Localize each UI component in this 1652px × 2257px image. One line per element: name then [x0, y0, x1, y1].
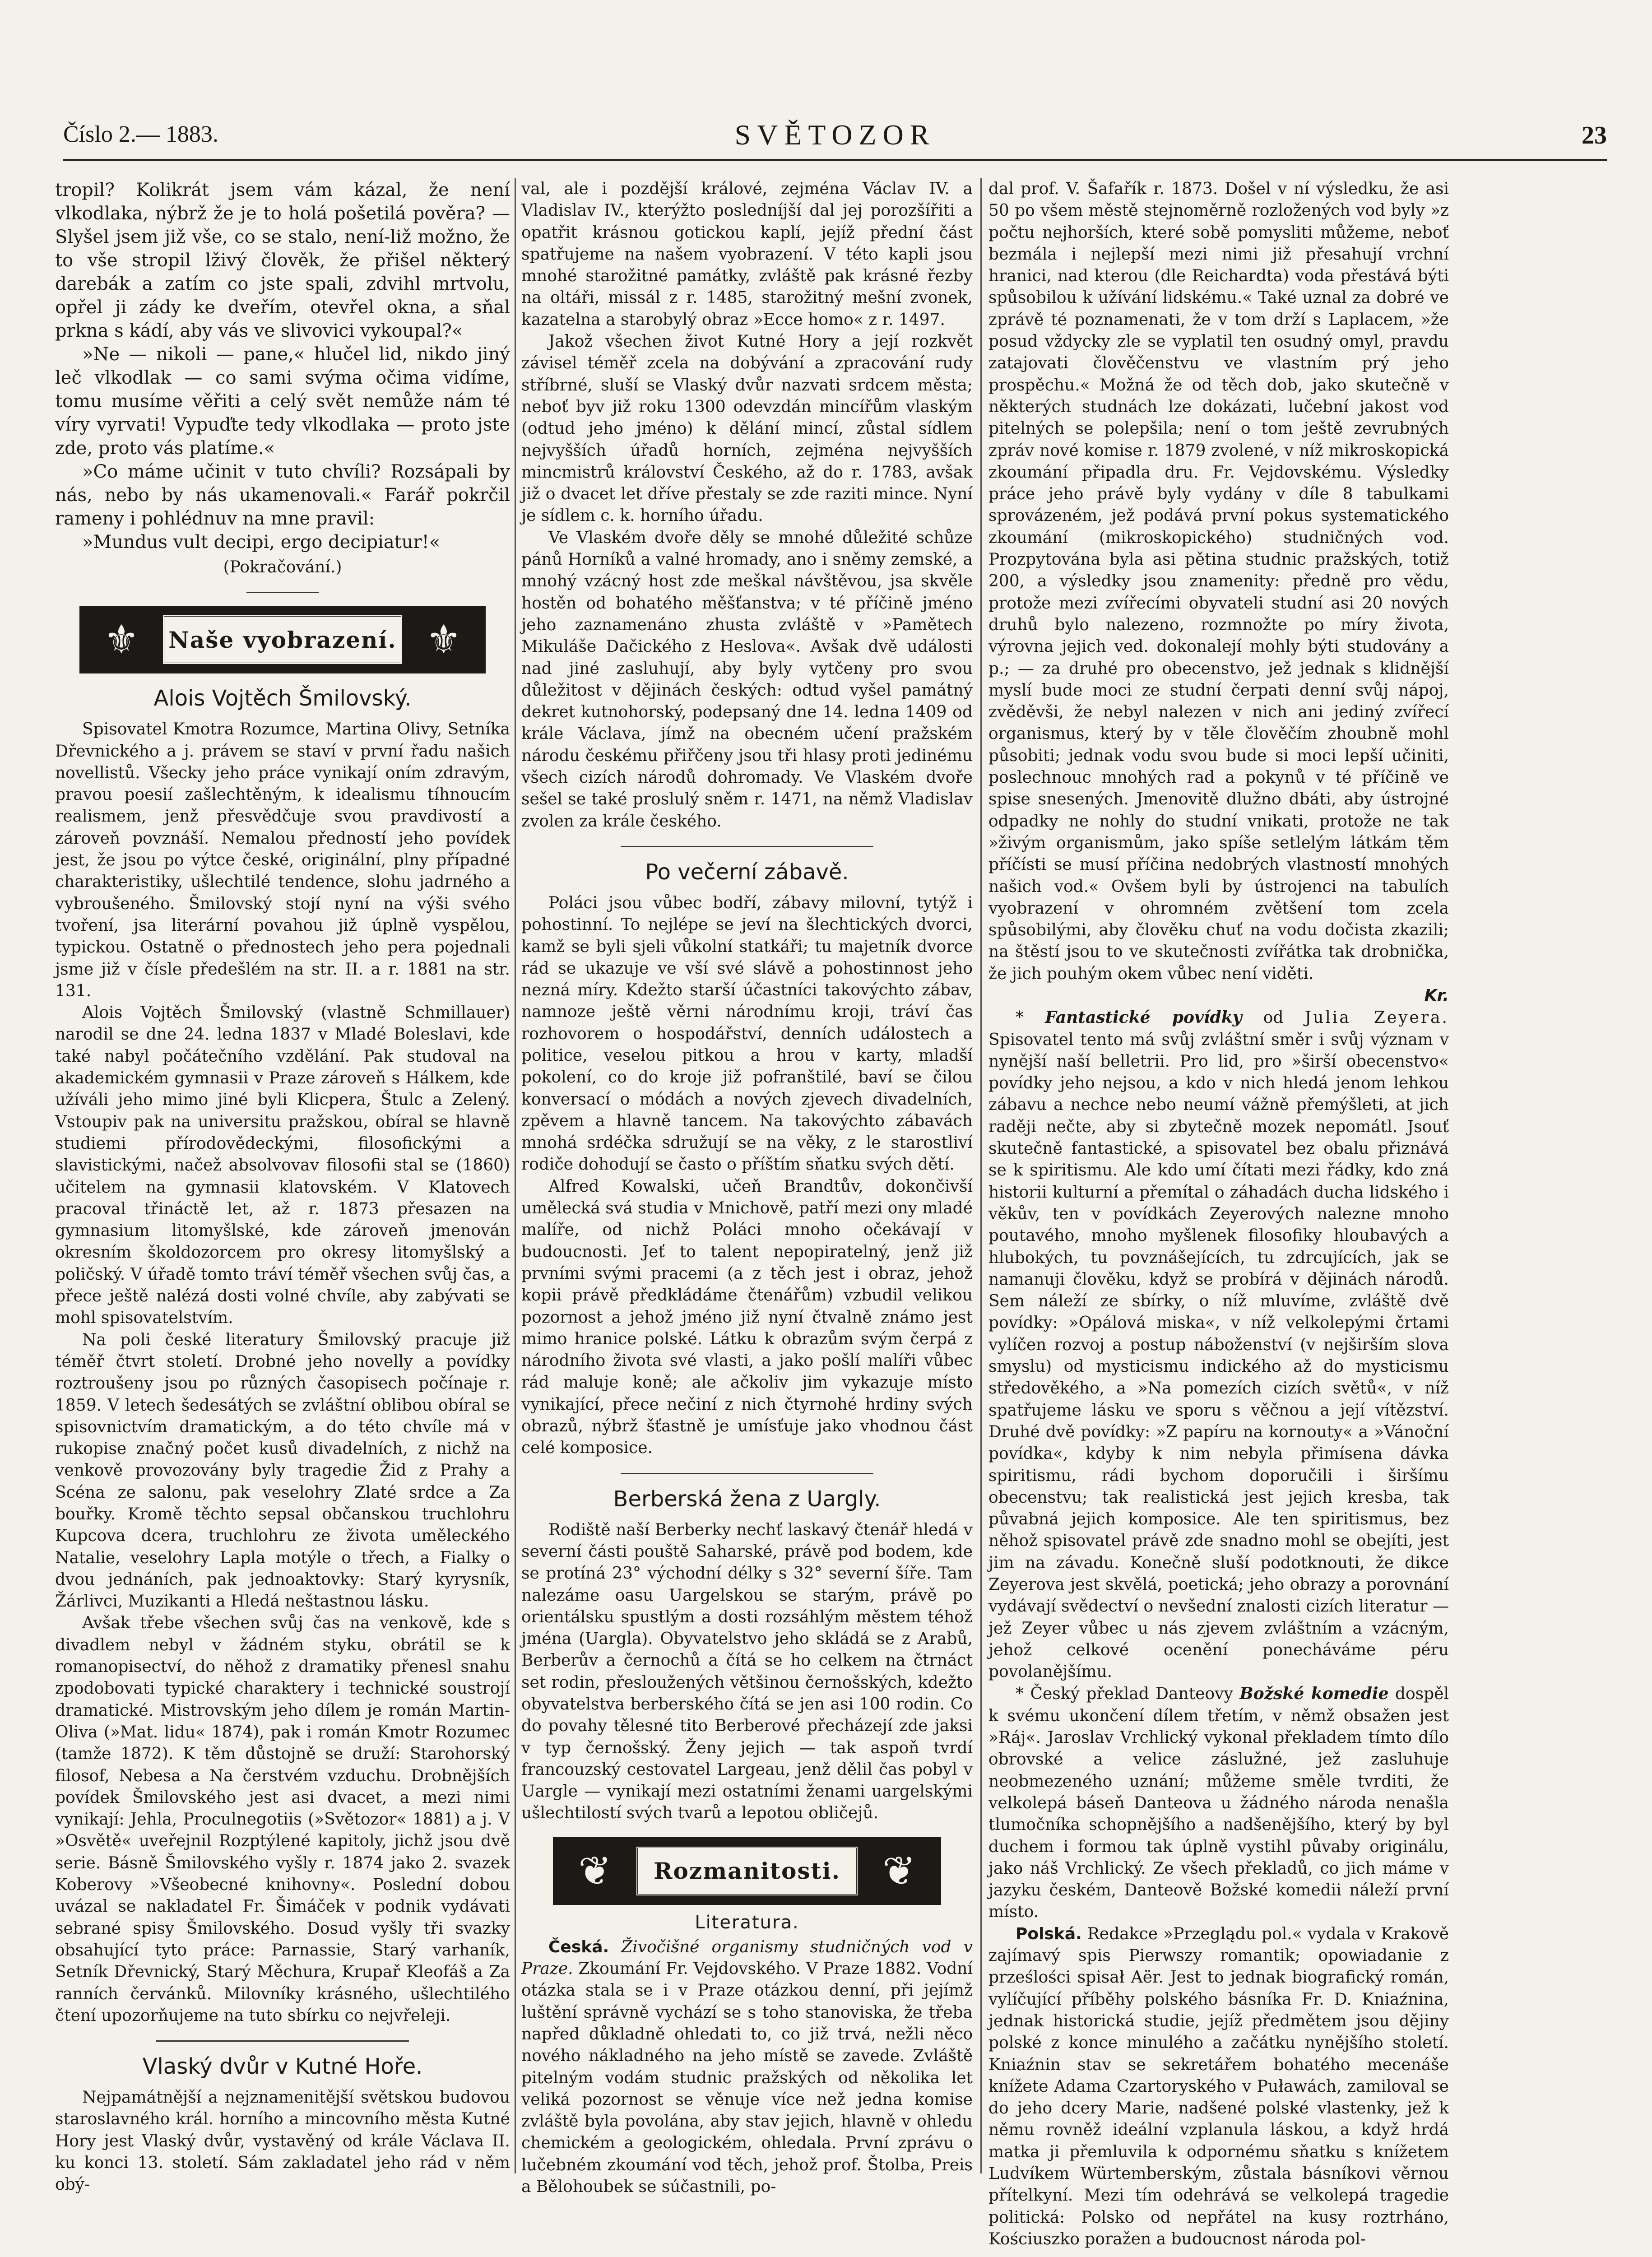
- asterisk: *: [1016, 1008, 1045, 1027]
- section-divider: [156, 2040, 409, 2042]
- article-paragraph: Spisovatel Kmotra Rozumce, Martina Olivy, Setníka Dřevnického a j. právem se staví v první řadu našich novellistů. Všecky jeho práce vynikají oním zdravým, pravou poesií zašlechtěným, k idealismu tíhnoucím realismem, jenž přesvědčuje svou pravdivostí a zároveň povznáší. Nemalou předností jeho povídek jest, že jsou po výtce české, originální, plny případné charakteristiky, ušlechtilé tendence, slohu jadrného a vybroušeného. Šmilovský stojí nyní na výši svého tvoření, jsa literární povahou již úplně vyspělou, typickou. Ostatně o přednostech jeho pera pojednali jsme již v čísle předešlém na str. II. a r. 1881 na str. 131.: [55, 720, 510, 1000]
- asterisk: *: [1016, 1685, 1030, 1704]
- section-banner: [79, 606, 486, 673]
- column-rule: [515, 178, 516, 2173]
- article-paragraph: Poláci jsou vůbec bodří, zábavy milovní, tytýž i pohostinní. To nejlépe se jeví na šlechtických dvorci, kamž se byli sjeli vůkolní statkáři; tu majetník dvorce rád se ukazuje ve vší své slávě a pohostinnost jeho nezná míry. Kdežto starší účastníci takovýchto zábav, namnoze ještě věrni národnímu kroji, tráví čas rozhovorem o hospodářství, denních událostech a politice, veselou pitkou a hrou v karty, mladší pokolení, co do kroje již pofranštilé, baví se čilou konversací o módách a nových zjevech divadelních, zpěvem a hlavně tancem. Na takovýchto zábavách mnohá srdéčka sdružují se na věky, z le starostliví rodiče dohodují se často o příštím sňatku svých dětí.: [521, 893, 973, 1174]
- article-paragraph: [988, 1007, 1449, 1683]
- section-divider: [621, 846, 873, 847]
- lit-lead: Polská.: [1016, 1924, 1082, 1943]
- article-paragraph: Nejpamátnější a nejznamenitější světskou budovou staroslavného král. horního a mincovního města Kutné Hory jest Vlaský dvůr, vystavěný od krále Václava II. ku konci 13. století. Sám zakladatel jeho rád v něm obý-: [55, 2088, 510, 2194]
- fleur-ornament-icon: ⚜: [426, 616, 462, 663]
- lit-title: Božské komedie: [1239, 1684, 1389, 1704]
- lit-text: Zkoumání Fr. Vejdovského. V Praze 1882. Vodní otázka stala se i v Praze otázkou denní, při jejímž luštění správně vychází se s toho stanoviska, že třeba napřed důkladně ohledati to, co již trvá, nežli něco nového nákladného na jeho místě se zavede. Zvláště pitelným vodám studnic pražských od několika let veliká pozornost se věnuje více než jedna komise zvláště byla povolána, aby stav jejich, hlavně v ohledu chemickém a geologickém, ohledala. První zprávu o lučebném zkoumání vod těch, jehož prof. Štolba, Preis a Bělohoubek se súčastnili, po-: [521, 1960, 973, 2197]
- fleur-ornament-icon: ⚜: [103, 616, 139, 663]
- article-title: Berberská žena z Uargly.: [613, 1486, 881, 1512]
- section-subheading: Literatura.: [695, 1912, 799, 1933]
- section-divider: [621, 1473, 873, 1474]
- journal-title: SVĚTOZOR: [734, 119, 936, 151]
- lit-lead: Česká.: [548, 1937, 609, 1956]
- article-title: Po večerní zábavě.: [645, 859, 849, 885]
- article-paragraph: [988, 1923, 1449, 2250]
- lit-intro: Český překlad Danteovy: [1030, 1685, 1233, 1704]
- column-rule: [980, 178, 982, 2173]
- article-paragraph: Rodiště naší Berberky nechť laskavý čtenář hledá v severní části pouště Saharské, právě pod bodem, kde se protíná 23° východní délky s 32° severní šíře. Tam nalezáme oasu Uargelskou se starým, právě po orientálsku spustlým a dosti rozsáhlým městem téhož jména (Uargla). Obyvatelstvo jeho skládá se z Arabů, Berberův a černochů a čítá se ho celkem na čtrnáct set rodin, přesloužených většinou černošských, kdežto obyvatelstva berberského čítá se jen asi 100 rodin. Co do povahy tělesné tito Berberové přecházejí zde jaksi v typ černošský. Ženy jejich — tak aspoň tvrdí francouzský cestovatel Largeau, jenž dělil čas pobyl v Uargle — vynikají mezi ostatními ženami uargelskými ušlechtilostí svých tvarů a lepotou obličejů.: [521, 1520, 973, 1823]
- story-paragraph: »Ne — nikoli — pane,« hlučel lid, nikdo jiný leč vlkodlak — co sami svýma očima vidíme, tomu musíme věřiti a celý svět nemůže nám té víry vyrvati! Vypuďte tedy vlkodlaka — proto jste zde, proto vás platíme.«: [55, 344, 510, 459]
- lit-text: Spisovatel tento má svůj zvláštní směr i svůj význam v nynější naší belletrii. Pro lid, pro »širší obecenstvo« povídky jeho nejsou, a kdo v nich hledá jenom lehkou zábavu a nechce nebo neumí vážně přemýšleti, at jich raději nečte, aby si zbytečně mozek nepomátl. Jsouť skutečně fantastické, a spisovatel bez obalu přiznává se k spiritismu. Ale kdo umí čítati mezi řádky, kdo zná historii kulturní a přemítal o záhadách ducha lidského i věkův, ten v povídkách Zeyerových nalezne mnoho poutavého, mnoho myšlenek filosofiky hloubavých a hlubokých, tu povznášejících, tu zdrcujících, jak se namanuji člověku, když se probírá v dějinách národů. Sem náleží ze sbírky, o níž mluvíme, zvláště dvě povídky: »Opálová miska«, v níž velkolepými črtami vylíčen rozvoj a postup náboženství (v nejširším slova smyslu) od mysticismu indického až do mysticismu středověkého, a »Na pomezích cizích světů«, v níž spatřujeme lásku ve sporu s věčnou a její vítězství. Druhé dvě povídky: »Z papíru na kornouty« a »Vánoční povídka«, kdyby k nim nebyla přimísena dávka spiritismu, rádi bychom doporučili i širšímu obecenstvu; tak realistická jest jejich kresba, tak půvabná jejich komposice. Ale ten spiritismus, bez něhož spisovatel právě zde snadno mohl se obejíti, jest jim na závadu. Konečně sluší podotknouti, že dikce Zeyerova jest skvělá, poetická; jeho obrazy a porovnání vydávají svědectví o nevšední znalosti cizích literatur — jež Zeyer vůbec u nás zjevem zvláštním a vzácným, jehož celkové ocenění ponecháváme péru povolanějšímu.: [988, 1030, 1449, 1681]
- author-signature: Kr.: [1424, 986, 1449, 1005]
- story-paragraph: tropil? Kolikrát jsem vám kázal, že není vlkodlaka, nýbrž že je to holá pošetilá pověra? — Slyšel jsem již vše, co se stalo, není-liž možno, že to vše stropil lživý člověk, že přišel některý darebák a zatím co jste spali, zdvihl mrtvolu, opřel ji zády ke dveřím, otevřel okna, a sňal prkna s kádí, aby vás ve slivovici vykoupal?«: [55, 180, 510, 341]
- lit-prep: od: [1263, 1008, 1305, 1027]
- article-title: Vlaský dvůr v Kutné Hoře.: [142, 2054, 423, 2080]
- column-2: [521, 178, 973, 2197]
- section-banner: [553, 1837, 941, 1905]
- banner-plate: [636, 1846, 858, 1896]
- article-paragraph: [521, 1937, 973, 2198]
- story-paragraph: »Co máme učinit v tuto chvíli? Rozsápali by nás, nebo by nás ukamenovali.« Farář pokrčil rameny i pohlédnuv na mne pravil:: [55, 461, 510, 529]
- section-divider: [246, 592, 319, 593]
- page-number: 23: [1582, 121, 1607, 149]
- banner-plate: [162, 615, 403, 664]
- column-3: [988, 178, 1449, 2248]
- continued-note: (Pokračování.): [223, 558, 342, 576]
- article-paragraph: Alfred Kowalski, učeň Brandtův, dokončivší umělecká svá studia v Mnichově, patří mezi ony mladé malíře, od nichž Poláci mnoho očekávají v budoucnosti. Jeť to talent nepopiratelný, jenž již prvními svými pracemi (a z těch jest i obraz, jehož kopii právě předkládáme čtenářům) vzbudil velikou pozornost a jehož jméno již nyní čtvalně známo jest mimo hranice polské. Látku k obrazům svým čerpá z národního života své vlasti, a jako pošlí malíři vůbec rád maluje koně; ale ačkoliv jim vykazuje místo vynikající, přece nečiní z nich čtyrnohé hrdiny svých obrazů, nýbrž šťastně je umísťuje jako vhodnou část celé komposice.: [521, 1177, 973, 1458]
- article-paragraph: val, ale i pozdější králové, zejména Václav IV. a Vladislav IV., kterýžto posledníjší dal jej porozšířiti a opatřit krásnou gotickou kaplí, jejíž přední část spatřujeme na našem vyobrazení. V této kapli jsou mnohé starožitné památky, zvláště pak krásné řezby na oltáři, missál z r. 1485, starožitný mešní zvonek, kazatelna a starobylý obraz »Ecce homo« z r. 1497.: [521, 180, 973, 329]
- lit-title: Fantastické povídky: [1045, 1008, 1242, 1027]
- lit-title: Živočišné organismy studničných vod v Praze.: [521, 1937, 973, 1978]
- article-paragraph: Na poli české literatury Šmilovský pracuje již téměř čtvrt století. Drobné jeho novelly a povídky roztroušeny jsou po různých časopisech počínaje r. 1859. V letech šedesátých se zvláštní oblibou obíral se spisovnictvím dramatickým, a do této chvíle má v rukopise značný počet kusů divadelních, z nichž na venkově provozovány byly tragedie Žid z Prahy a Scéna ze salonu, pak veselohry Zlaté srdce a Za bouřky. Kromě těchto sepsal občanskou truchlohru Kupcova dcera, truchlohru ze života uměleckého Natalie, veselohry Lapla motýle o třech, a Fialky o dvou jednáních, pak jednoaktovky: Starý kyrysník, Žárlivci, Muzikanti a Hledá neštastnou lásku.: [55, 1330, 510, 1611]
- column-1: [55, 178, 510, 2194]
- article-paragraph: [988, 1683, 1449, 1923]
- article-paragraph: Jakož všechen život Kutné Hory a její rozkvět závisel téměř zcela na dobývání a zpracování rudy stříbrné, sluší se Vlaský dvůr nazvati srdcem města; neboť byv již roku 1300 odevzdán mincířům vlaským (odtud jeho jméno) k dělání mincí, zůstal sídlem nejvyšších úřadů horních, zejména nejvyšších mincmistrů království Českého, až do r. 1783, avšak již o dvacet let dříve přestaly se zde raziti mince. Nyní je sídlem c. k. horního úřadu.: [521, 332, 973, 525]
- banner-title: Naše vyobrazení.: [168, 626, 397, 653]
- issue-number: Číslo 2.— 1883.: [63, 121, 218, 147]
- lit-author: Julia Zeyera.: [1304, 1008, 1449, 1027]
- banner-title: Rozmanitosti.: [653, 1858, 841, 1885]
- fleur-ornament-icon: ❦: [882, 1847, 916, 1894]
- article-paragraph: Ve Vlaském dvoře děly se mnohé důležité schůze pánů Horníků a valné hromady, ano i sněmy zemské, a mnohý vzácný host zde meškal návštěvou, jsa skvěle hostěn od bohatého měšťanstva; v té příčině jméno jeho zaznamenáno zhusta zvláště v »Pamětech Mikuláše Dačického z Heslova«. Avšak dvě události nad jiné zasluhují, aby byly vytčeny pro svou důležitost v dějinách českých: odtud vyšel památný dekret kutnohorský, podepsaný dne 14. ledna 1409 od krále Václava, jímž na obecném učení pražském národu českému přiřčeny jsou tři hlasy proti jedinému všech cizích národů dohromady. Ve Vlaském dvoře sešel se také proslulý sněm r. 1471, na němž Vladislav zvolen za krále českého.: [521, 528, 973, 831]
- page-header: [63, 118, 1607, 161]
- lit-text: Redakce »Przeglądu pol.« vydala v Krakově zajímavý spis Pierwszy romantik; opowiadanie z prześlości spisał Aër. Jest to jednak biografický román, vylíčující příběhy polského básníka Fr. D. Kniaźnina, jednak historická studie, jejíž předmětem jsou dějiny polské z konce minulého a začátku nynějšího století. Kniaźnin stav se sekretářem bohatého mecenáše knížete Adama Czartoryského v Puławách, zamiloval se do jeho dcery Marie, nadšené polské vlastenky, jež k němu rovněž ideální vzplanula láskou, a když hrdá matka ji přemluvila k odpornému sňatku s knížetem Ludvíkem Würtemberským, zůstala básníkovi věrnou přítelkyní. Mezi tím odehrává se velkolepá tragedie politická: Polsko od nepřátel na kusy roztrháno, Kościuszko poražen a budoucnost národa pol-: [988, 1924, 1449, 2248]
- article-paragraph: Alois Vojtěch Šmilovský (vlastně Schmillauer) narodil se dne 24. ledna 1837 v Mladé Boleslavi, kde také nabyl počátečního vzdělání. Pak studoval na akademickém gymnasii v Praze zároveň s Hálkem, kde užíváli jeho mimo jiné byli Klicpera, Štulc a Zelený. Vstoupiv pak na universitu pražskou, obíral se hlavně studiemi přírodovědeckými, filosofickými a slavistickými, načež absolvovav filosofii stal se (1860) učitelem na gymnasii klatovském. V Klatovech pracoval třináctě let, až r. 1873 přesazen na gymnasium litomyšlské, kde zároveň jmenován okresním školdozorcem pro okresy litomyšlský a poličský. V úřadě tomto tráví téměř všechen svůj čas, a přece ještě nalézá dosti volné chvíle, aby zabývati se mohl spisovatelstvím.: [55, 1003, 510, 1328]
- lit-text: dospěl k svému ukončení dílem třetím, v němž obsažen jest »Ráj«. Jaroslav Vrchlický vykonal překladem tímto dílo obrovské a velice záslužné, jež zasluhuje neobmezeného uznání; můžeme směle tvrditi, že velkolepá báseň Danteova u žádného národa nenašla tlumočníka schopnějšího a nadšenějšího, který by byl duchem i formou tak úplně vystihl půvaby originálu, jako náš Vrchlický. Ze všech překladů, co jich máme v jazyku českém, Danteově Božské komedii náleží první místo.: [988, 1685, 1449, 1922]
- story-paragraph: »Mundus vult decipi, ergo decipiatur!«: [82, 532, 441, 553]
- article-paragraph: Avšak třebe všechen svůj čas na venkově, kde s divadlem nebyl v žádném styku, obrátil se k romanopisectví, do něhož z dramatiky přenesl snahu zpodobovati typické charaktery i technické soustrojí dramatické. Mistrovským jeho dílem je román Martin-Oliva (»Mat. lidu« 1874), pak i román Kmotr Rozumec (tamže 1872). K těm důstojně se druží: Starohorský filosof, Nebesa a Na čerstvém vzduchu. Drobnějších povídek Šmilovského jest asi dvacet, a mezi nimi vynikají: Jehla, Proculnegotiis (»Světozor« 1881) a j. V »Osvětě« uveřejnil Rozptýlené kapitoly, jichž jsou dvě serie. Básně Šmilovského vyšly r. 1874 jako 2. svazek Koberovy »Všeobecné knihovny«. Poslední dobou uvázal se nakladatel Fr. Šimáček v podnik vydávati sebrané spisy Šmilovského. Dosud vyšly tři svazky obsahující tyto práce: Parnassie, Starý varhaník, Setník Dřevnický, Starý Měchura, Krupař Kleofáš a Za ranních červánků. Milovníky krásného, ušlechtilého čtení upozorňujeme na tuto sbírku co nejvřeleji.: [55, 1614, 510, 2025]
- article-paragraph: dal prof. V. Šafařík r. 1873. Došel v ní výsledku, že asi 50 po všem městě stejnoměrně rozložených vod byly »z počtu nejhorších, které sobě pomysliti můžeme, neboť bezmála i nejlepší mezi nimi již přesahují vrchní hranici, nad kterou (dle Reichardta) voda přestává býti spůsobilou k užívání lidskému.« Také uznal za dobré ve zprávě té poznamenati, že v tom drží s Laplacem, »že posud vždycky zle se vyplatil ten osudný omyl, pravdu zatajovati člověčenstvu ve vlastním prý jeho prospěchu.« Možná že od těch dob, jako skutečně v některých studnách lze dokázati, lučební jakost vod pitelných se polepšila; není o tom ještě zevrubných zpráv nové komise r. 1879 zvolené, v níž mikroskopická zkoumání připadla dru. Fr. Vejdovskému. Výsledky práce jeho právě byly vydány v díle 8 tabulkami sprovázeném, jež podává první pokus systematického zkoumání (mikroskopického) studničných vod. Prozpytována byla asi pětina studnic pražských, totiž 200, a výsledky jsou znamenity: předně pro vědu, protože mezi zvířecími obyvateli studní asi 20 nových druhů bylo nalezeno, rozmnožte po míry života, výrovna jejich ved. dokonalejí mohly býti studovány a p.; — za druhé pro obecenstvo, jež jednak s klidnější myslí bude moci ze studní čerpati denní svůj nápoj, zvěděvši, že nebyl nalezen v nich ani jediný zvířecí organismus, který by v těle člověčím zhoubně mohl působiti; jednak vodu svou bude si moci lepší učiniti, poslechnouc mnohých rad a pokynů v té příčině ve spise snesených. Jmenovitě dlužno dbáti, aby ústrojné odpadky ne nohly do studní vnikati, protože ne tak »živým organismům, jako spíše setlelým látkám těm příčísti se musí příčina nedobrých vlastností mnohých našich vod.« Ovšem byli by ústrojenci na tabulích vyobrazení v ohromném zvětšení tom zcela spůsobilými, aby člověku chuť na vodu dočista zkazili; na štěstí jsou to ve skutečnosti zvířátka tak drobnička, že jich pouhým okem vůbec není viděti.: [988, 180, 1449, 983]
- article-title: Alois Vojtěch Šmilovský.: [153, 686, 412, 711]
- fleur-ornament-icon: ❦: [578, 1847, 612, 1894]
